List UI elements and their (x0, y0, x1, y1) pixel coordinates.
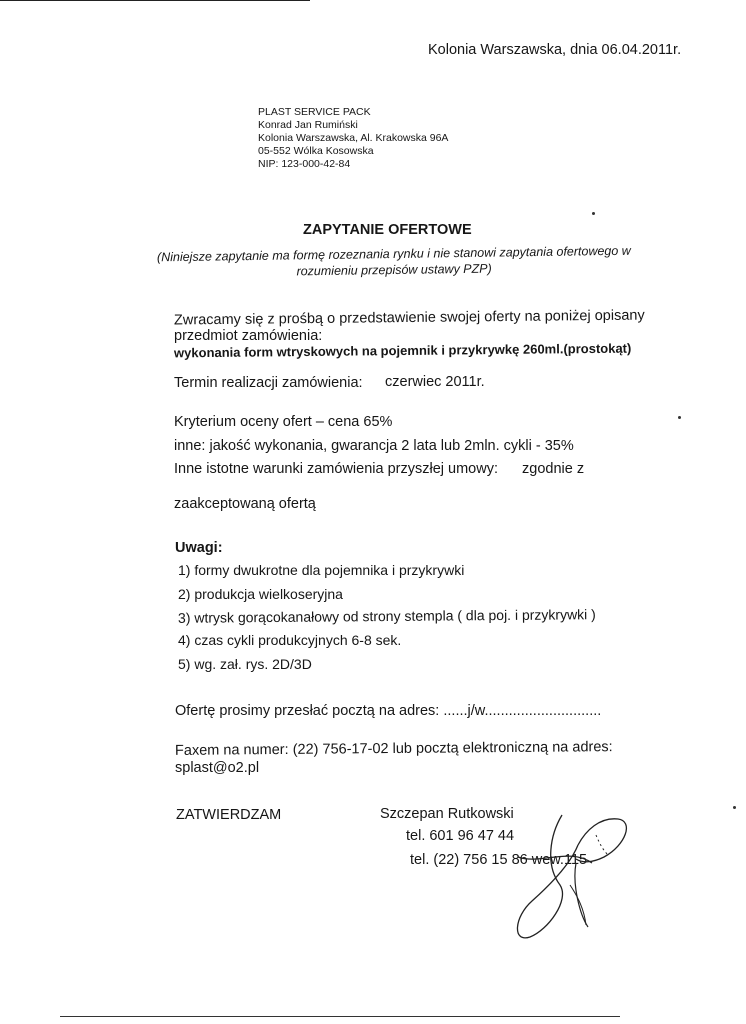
note-item: 1) formy dwukrotne dla pojemnika i przykrywki (178, 562, 465, 578)
fax-line: Faxem na numer: (22) 756-17-02 lub pocztą elektroniczną na adres: (174, 739, 613, 759)
note-item: 4) czas cykli produkcyjnych 6-8 sek. (178, 632, 402, 648)
document-title: ZAPYTANIE OFERTOWE (303, 222, 472, 238)
request-line-2: przedmiot zamówienia: (174, 328, 323, 344)
scan-speck (592, 212, 595, 215)
note-item: 2) produkcja wielkoseryjna (178, 586, 343, 602)
approval-label: ZATWIERDZAM (176, 807, 282, 823)
notes-heading: Uwagi: (175, 540, 223, 556)
signer-name: Szczepan Rutkowski (380, 806, 514, 822)
conditions-label: Inne istotne warunki zamówienia przyszłej umowy: (174, 461, 498, 477)
sender-street: Kolonia Warszawska, Al. Krakowska 96A (258, 132, 449, 144)
scan-speck (678, 416, 681, 419)
sender-company: PLAST SERVICE PACK (258, 106, 371, 118)
handwritten-signature (500, 805, 640, 945)
request-line-1: Zwracamy się z prośbą o przedstawienie swojej oferty na poniżej opisany (173, 307, 645, 329)
deadline-label: Termin realizacji zamówienia: (174, 375, 363, 391)
deadline-value: czerwiec 2011r. (385, 374, 485, 390)
order-subject: wykonania form wtryskowych na pojemnik i przykrywkę 260ml.(prostokąt) (173, 340, 632, 361)
sender-postal: 05-552 Wólka Kosowska (258, 145, 374, 157)
sender-address-block (258, 106, 448, 171)
sender-owner: Konrad Jan Rumiński (258, 119, 358, 131)
offer-address-line: Ofertę prosimy przesłać pocztą na adres: ......j/w............................. (175, 703, 602, 719)
document-subtitle: (Niniejsze zapytanie ma formę rozeznania rynku i nie stanowi zapytania ofertowego w rozumieniu przepisów ustawy PZP) (156, 243, 631, 279)
note-item: 3) wtrysk gorącokanałowy od strony stempla ( dla poj. i przykrywki ) (177, 606, 596, 626)
signer-phone-mobile: tel. 601 96 47 44 (406, 828, 515, 844)
sender-nip: NIP: 123-000-42-84 (258, 158, 351, 170)
criterion-price: Kryterium oceny ofert – cena 65% (174, 414, 393, 430)
scan-edge-bottom (60, 1016, 620, 1017)
note-item: 5) wg. zał. rys. 2D/3D (178, 656, 312, 672)
conditions-continuation: zaakceptowaną ofertą (174, 496, 316, 512)
criterion-other: inne: jakość wykonania, gwarancja 2 lata lub 2mln. cykli - 35% (174, 438, 574, 454)
scan-edge-top (0, 0, 310, 1)
scan-speck (733, 806, 736, 809)
place-date: Kolonia Warszawska, dnia 06.04.2011r. (428, 42, 682, 58)
signer-phone-office: tel. (22) 756 15 86 wew.115 (410, 852, 588, 868)
email-address: splast@o2.pl (175, 760, 260, 776)
conditions-value: zgodnie z (522, 461, 585, 477)
